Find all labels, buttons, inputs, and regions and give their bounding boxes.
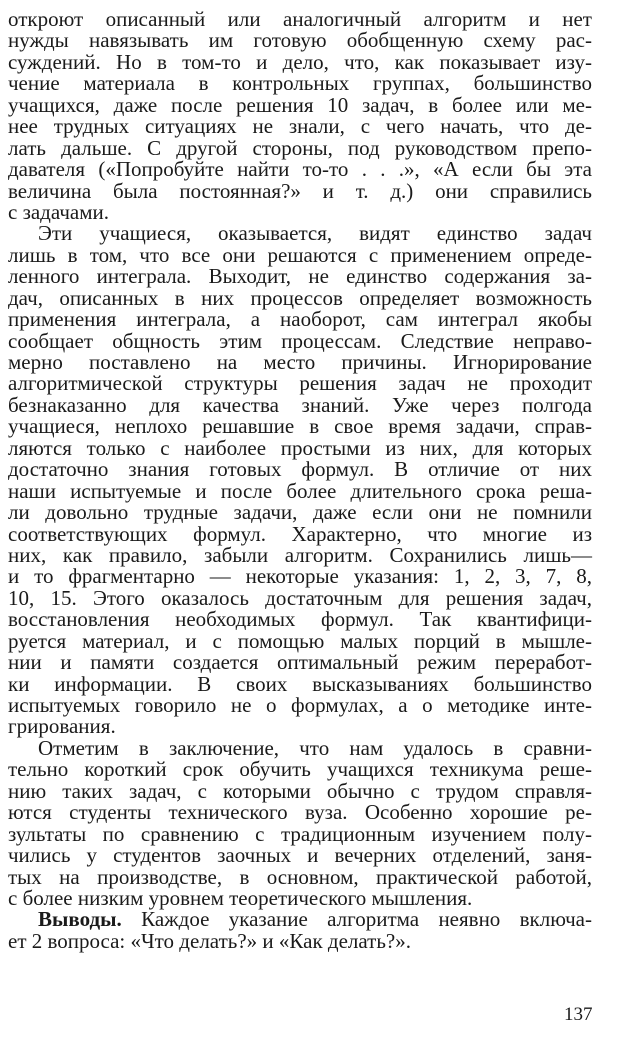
text-line: откроют описанный или аналогичный алгоритм и нет	[8, 7, 592, 31]
text-line: ет 2 вопроса: «Что делать?» и «Как делать?».	[8, 928, 411, 953]
body-paragraphs	[8, 9, 592, 909]
text-line: давателя («Попробуйте найти то-то . . .», «А если бы эта	[8, 157, 592, 182]
text-line: Эти учащиеся, оказывается, видят единство задач	[38, 221, 592, 246]
conclusion-text: Каждое указание алгоритма неявно включа-	[121, 907, 592, 932]
text-line: учащиеся, неплохо решавшие в свое время задачи, справ-	[8, 414, 592, 439]
text-line: соответствующих формул. Характерно, что многие из	[8, 521, 592, 546]
text-line: них, как правило, забыли алгоритм. Сохранились лишь—	[8, 542, 592, 567]
text-line: величина была постоянная?» и т. д.) они справились	[8, 178, 592, 203]
paragraph	[8, 223, 592, 738]
text-line: ленного интеграла. Выходит, не единство содержания за-	[8, 264, 592, 289]
text-line: учащихся, даже после решения 10 задач, в более или ме-	[8, 92, 592, 117]
text-line: чение материала в контрольных группах, большинство	[8, 71, 592, 96]
text-line: суждений. Но в том-то и дело, что, как показывает изу-	[8, 49, 592, 74]
text-line: достаточно знания готовых формул. В отличие от них	[8, 457, 592, 482]
text-line: грирования.	[8, 714, 116, 739]
text-line: лишь в том, что все они решаются с применением опреде-	[8, 242, 592, 267]
page-body	[8, 9, 592, 952]
text-line: 10, 15. Этого оказалось достаточным для решения задач,	[8, 585, 592, 610]
text-line: руется материал, и с помощью малых порций в мышле-	[8, 628, 592, 653]
text-line: Отметим в заключение, что нам удалось в сравни-	[38, 735, 592, 760]
text-line: ки информации. В своих высказываниях большинство	[8, 671, 592, 696]
conclusion-label: Выводы.	[38, 907, 122, 932]
text-line: применения интеграла, а наоборот, сам интеграл якобы	[8, 307, 592, 332]
text-line: с задачами.	[8, 199, 110, 224]
text-line: чились у студентов заочных и вечерних отделений, заня-	[8, 843, 592, 868]
text-line: нии и памяти создается оптимальный режим переработ-	[8, 650, 592, 675]
text-line: зультаты по сравнению с традиционным изучением полу-	[8, 821, 592, 846]
text-line: тельно короткий срок обучить учащихся техникума реше-	[8, 757, 592, 782]
conclusion-paragraph	[8, 909, 592, 952]
text-line: безнаказанно для качества знаний. Уже через полгода	[8, 392, 592, 417]
text-line: тых на производстве, в основном, практической работой,	[8, 864, 592, 889]
text-line: нию таких задач, с которыми обычно с трудом справля-	[8, 778, 592, 803]
text-line: лать дальше. С другой стороны, под руководством препо-	[8, 135, 592, 160]
text-line: нее трудных ситуациях не знали, с чего начать, что де-	[8, 114, 592, 139]
text-line: дач, описанных в них процессов определяет возможность	[8, 285, 592, 310]
text-line: и то фрагментарно — некоторые указания: 1, 2, 3, 7, 8,	[8, 564, 592, 589]
text-line: сообщает общность этим процессам. Следствие неправо-	[8, 328, 592, 353]
text-line: нужды навязывать им готовую обобщенную схему рас-	[8, 28, 592, 53]
text-line: наши испытуемые и после более длительного срока реша-	[8, 478, 592, 503]
text-line: ляются только с наиболее простыми из них, для которых	[8, 435, 592, 460]
text-line: ются студенты технического вуза. Особенно хорошие ре-	[8, 800, 592, 825]
paragraph	[8, 735, 592, 910]
text-line: восстановления необходимых формул. Так квантифици-	[8, 607, 592, 632]
text-line: мерно поставлено на место причины. Игнорирование	[8, 350, 592, 374]
page-number: 137	[564, 1004, 593, 1025]
paragraph	[8, 9, 592, 223]
text-line: испытуемых говорило не о формулах, а о методике инте-	[8, 693, 592, 717]
text-line: с более низким уровнем теоретического мышления.	[8, 885, 473, 910]
text-line	[8, 909, 592, 930]
text-line: алгоритмической структуры решения задач не проходит	[8, 371, 592, 396]
text-line: ли довольно трудные задачи, даже если они не помнили	[8, 500, 592, 525]
